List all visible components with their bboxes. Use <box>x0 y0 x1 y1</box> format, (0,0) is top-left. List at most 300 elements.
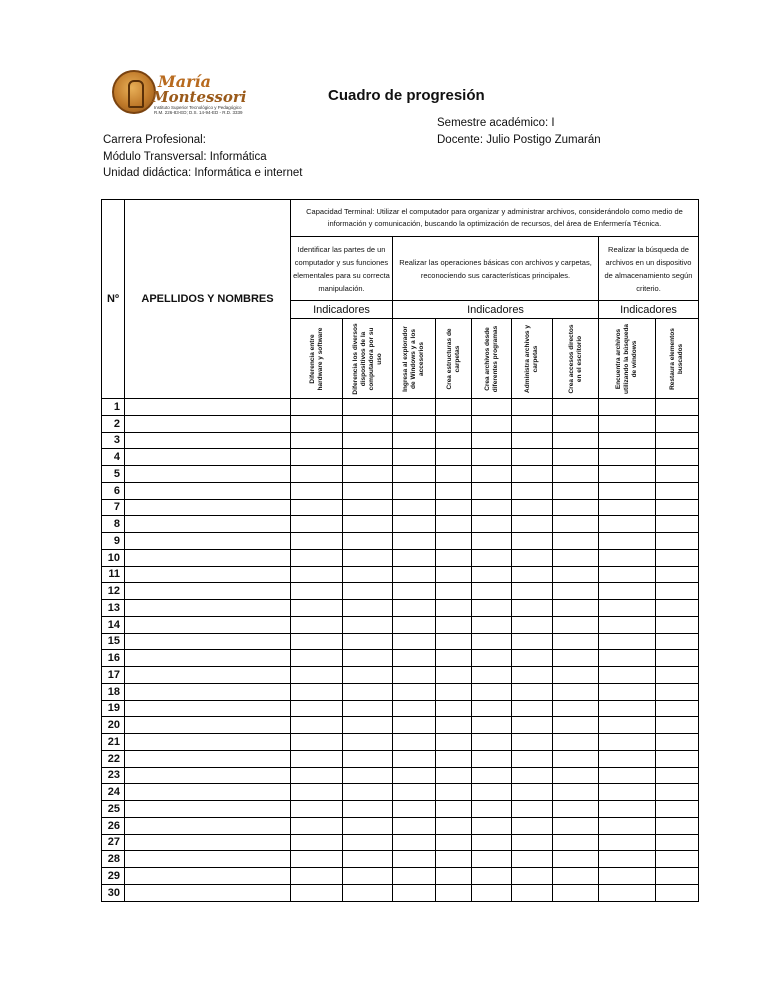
score-cell[interactable] <box>393 817 436 834</box>
score-cell[interactable] <box>599 750 656 767</box>
score-cell[interactable] <box>436 466 472 483</box>
score-cell[interactable] <box>291 399 343 416</box>
score-cell[interactable] <box>599 717 656 734</box>
score-cell[interactable] <box>472 449 512 466</box>
score-cell[interactable] <box>343 734 393 751</box>
score-cell[interactable] <box>656 667 699 684</box>
score-cell[interactable] <box>553 851 599 868</box>
score-cell[interactable] <box>553 616 599 633</box>
score-cell[interactable] <box>436 851 472 868</box>
score-cell[interactable] <box>512 633 553 650</box>
score-cell[interactable] <box>656 868 699 885</box>
score-cell[interactable] <box>393 801 436 818</box>
score-cell[interactable] <box>553 868 599 885</box>
score-cell[interactable] <box>599 533 656 550</box>
score-cell[interactable] <box>656 884 699 901</box>
score-cell[interactable] <box>393 533 436 550</box>
score-cell[interactable] <box>656 466 699 483</box>
score-cell[interactable] <box>393 466 436 483</box>
score-cell[interactable] <box>436 767 472 784</box>
score-cell[interactable] <box>656 750 699 767</box>
score-cell[interactable] <box>512 667 553 684</box>
score-cell[interactable] <box>656 399 699 416</box>
score-cell[interactable] <box>553 784 599 801</box>
student-name-cell[interactable] <box>125 683 291 700</box>
score-cell[interactable] <box>343 750 393 767</box>
student-name-cell[interactable] <box>125 399 291 416</box>
student-name-cell[interactable] <box>125 817 291 834</box>
student-name-cell[interactable] <box>125 549 291 566</box>
score-cell[interactable] <box>512 566 553 583</box>
student-name-cell[interactable] <box>125 767 291 784</box>
score-cell[interactable] <box>343 801 393 818</box>
score-cell[interactable] <box>472 801 512 818</box>
score-cell[interactable] <box>656 432 699 449</box>
score-cell[interactable] <box>656 499 699 516</box>
score-cell[interactable] <box>393 399 436 416</box>
score-cell[interactable] <box>291 449 343 466</box>
score-cell[interactable] <box>512 415 553 432</box>
score-cell[interactable] <box>656 600 699 617</box>
score-cell[interactable] <box>436 884 472 901</box>
score-cell[interactable] <box>472 432 512 449</box>
student-name-cell[interactable] <box>125 884 291 901</box>
score-cell[interactable] <box>599 734 656 751</box>
score-cell[interactable] <box>512 449 553 466</box>
score-cell[interactable] <box>343 399 393 416</box>
score-cell[interactable] <box>291 549 343 566</box>
score-cell[interactable] <box>393 784 436 801</box>
score-cell[interactable] <box>343 834 393 851</box>
score-cell[interactable] <box>512 399 553 416</box>
score-cell[interactable] <box>291 616 343 633</box>
score-cell[interactable] <box>553 432 599 449</box>
score-cell[interactable] <box>553 667 599 684</box>
score-cell[interactable] <box>436 633 472 650</box>
score-cell[interactable] <box>656 415 699 432</box>
score-cell[interactable] <box>472 499 512 516</box>
student-name-cell[interactable] <box>125 566 291 583</box>
score-cell[interactable] <box>343 449 393 466</box>
score-cell[interactable] <box>512 868 553 885</box>
score-cell[interactable] <box>393 683 436 700</box>
score-cell[interactable] <box>512 717 553 734</box>
score-cell[interactable] <box>291 717 343 734</box>
score-cell[interactable] <box>343 583 393 600</box>
score-cell[interactable] <box>553 650 599 667</box>
score-cell[interactable] <box>343 415 393 432</box>
score-cell[interactable] <box>553 717 599 734</box>
score-cell[interactable] <box>343 432 393 449</box>
score-cell[interactable] <box>436 432 472 449</box>
score-cell[interactable] <box>291 734 343 751</box>
score-cell[interactable] <box>553 415 599 432</box>
score-cell[interactable] <box>599 583 656 600</box>
score-cell[interactable] <box>472 583 512 600</box>
score-cell[interactable] <box>291 667 343 684</box>
score-cell[interactable] <box>599 549 656 566</box>
score-cell[interactable] <box>472 717 512 734</box>
score-cell[interactable] <box>343 633 393 650</box>
student-name-cell[interactable] <box>125 734 291 751</box>
score-cell[interactable] <box>656 616 699 633</box>
student-name-cell[interactable] <box>125 600 291 617</box>
score-cell[interactable] <box>291 650 343 667</box>
score-cell[interactable] <box>472 851 512 868</box>
score-cell[interactable] <box>656 583 699 600</box>
score-cell[interactable] <box>553 834 599 851</box>
score-cell[interactable] <box>553 767 599 784</box>
score-cell[interactable] <box>343 482 393 499</box>
score-cell[interactable] <box>291 633 343 650</box>
score-cell[interactable] <box>291 482 343 499</box>
score-cell[interactable] <box>472 784 512 801</box>
score-cell[interactable] <box>436 734 472 751</box>
score-cell[interactable] <box>343 616 393 633</box>
score-cell[interactable] <box>599 700 656 717</box>
score-cell[interactable] <box>553 583 599 600</box>
score-cell[interactable] <box>436 868 472 885</box>
score-cell[interactable] <box>512 700 553 717</box>
score-cell[interactable] <box>656 683 699 700</box>
score-cell[interactable] <box>393 717 436 734</box>
score-cell[interactable] <box>291 767 343 784</box>
score-cell[interactable] <box>599 667 656 684</box>
score-cell[interactable] <box>291 700 343 717</box>
score-cell[interactable] <box>512 583 553 600</box>
student-name-cell[interactable] <box>125 432 291 449</box>
score-cell[interactable] <box>436 784 472 801</box>
score-cell[interactable] <box>472 466 512 483</box>
score-cell[interactable] <box>656 650 699 667</box>
score-cell[interactable] <box>656 566 699 583</box>
score-cell[interactable] <box>472 884 512 901</box>
score-cell[interactable] <box>553 449 599 466</box>
score-cell[interactable] <box>512 683 553 700</box>
student-name-cell[interactable] <box>125 516 291 533</box>
score-cell[interactable] <box>512 616 553 633</box>
score-cell[interactable] <box>343 667 393 684</box>
student-name-cell[interactable] <box>125 415 291 432</box>
score-cell[interactable] <box>656 516 699 533</box>
score-cell[interactable] <box>656 717 699 734</box>
score-cell[interactable] <box>291 884 343 901</box>
score-cell[interactable] <box>436 482 472 499</box>
score-cell[interactable] <box>472 399 512 416</box>
score-cell[interactable] <box>512 817 553 834</box>
score-cell[interactable] <box>512 482 553 499</box>
score-cell[interactable] <box>291 499 343 516</box>
score-cell[interactable] <box>393 734 436 751</box>
score-cell[interactable] <box>343 868 393 885</box>
score-cell[interactable] <box>472 868 512 885</box>
student-name-cell[interactable] <box>125 750 291 767</box>
score-cell[interactable] <box>599 466 656 483</box>
score-cell[interactable] <box>512 650 553 667</box>
score-cell[interactable] <box>291 801 343 818</box>
score-cell[interactable] <box>472 767 512 784</box>
score-cell[interactable] <box>553 750 599 767</box>
score-cell[interactable] <box>599 851 656 868</box>
student-name-cell[interactable] <box>125 466 291 483</box>
score-cell[interactable] <box>472 650 512 667</box>
score-cell[interactable] <box>343 566 393 583</box>
score-cell[interactable] <box>291 851 343 868</box>
score-cell[interactable] <box>291 784 343 801</box>
score-cell[interactable] <box>553 399 599 416</box>
score-cell[interactable] <box>599 633 656 650</box>
score-cell[interactable] <box>512 767 553 784</box>
score-cell[interactable] <box>436 650 472 667</box>
score-cell[interactable] <box>553 633 599 650</box>
score-cell[interactable] <box>393 650 436 667</box>
score-cell[interactable] <box>512 516 553 533</box>
score-cell[interactable] <box>512 784 553 801</box>
score-cell[interactable] <box>472 633 512 650</box>
score-cell[interactable] <box>436 717 472 734</box>
score-cell[interactable] <box>343 600 393 617</box>
score-cell[interactable] <box>599 566 656 583</box>
score-cell[interactable] <box>599 449 656 466</box>
score-cell[interactable] <box>472 700 512 717</box>
score-cell[interactable] <box>436 549 472 566</box>
score-cell[interactable] <box>436 415 472 432</box>
score-cell[interactable] <box>393 482 436 499</box>
student-name-cell[interactable] <box>125 616 291 633</box>
score-cell[interactable] <box>393 583 436 600</box>
score-cell[interactable] <box>656 482 699 499</box>
score-cell[interactable] <box>472 734 512 751</box>
score-cell[interactable] <box>393 499 436 516</box>
score-cell[interactable] <box>343 784 393 801</box>
score-cell[interactable] <box>553 549 599 566</box>
score-cell[interactable] <box>291 432 343 449</box>
score-cell[interactable] <box>512 600 553 617</box>
student-name-cell[interactable] <box>125 449 291 466</box>
score-cell[interactable] <box>393 600 436 617</box>
student-name-cell[interactable] <box>125 717 291 734</box>
score-cell[interactable] <box>343 549 393 566</box>
score-cell[interactable] <box>472 482 512 499</box>
score-cell[interactable] <box>291 683 343 700</box>
score-cell[interactable] <box>656 851 699 868</box>
score-cell[interactable] <box>656 633 699 650</box>
score-cell[interactable] <box>553 817 599 834</box>
score-cell[interactable] <box>393 633 436 650</box>
score-cell[interactable] <box>291 533 343 550</box>
score-cell[interactable] <box>553 533 599 550</box>
score-cell[interactable] <box>393 516 436 533</box>
score-cell[interactable] <box>291 600 343 617</box>
score-cell[interactable] <box>343 817 393 834</box>
score-cell[interactable] <box>553 516 599 533</box>
score-cell[interactable] <box>599 482 656 499</box>
score-cell[interactable] <box>472 750 512 767</box>
score-cell[interactable] <box>512 533 553 550</box>
score-cell[interactable] <box>343 499 393 516</box>
score-cell[interactable] <box>512 734 553 751</box>
score-cell[interactable] <box>599 834 656 851</box>
score-cell[interactable] <box>599 516 656 533</box>
score-cell[interactable] <box>436 616 472 633</box>
score-cell[interactable] <box>599 650 656 667</box>
score-cell[interactable] <box>343 717 393 734</box>
score-cell[interactable] <box>343 533 393 550</box>
score-cell[interactable] <box>393 549 436 566</box>
score-cell[interactable] <box>512 499 553 516</box>
score-cell[interactable] <box>656 449 699 466</box>
student-name-cell[interactable] <box>125 868 291 885</box>
score-cell[interactable] <box>393 432 436 449</box>
score-cell[interactable] <box>436 817 472 834</box>
score-cell[interactable] <box>599 432 656 449</box>
score-cell[interactable] <box>291 834 343 851</box>
student-name-cell[interactable] <box>125 667 291 684</box>
score-cell[interactable] <box>436 700 472 717</box>
student-name-cell[interactable] <box>125 499 291 516</box>
score-cell[interactable] <box>436 750 472 767</box>
score-cell[interactable] <box>472 600 512 617</box>
score-cell[interactable] <box>599 399 656 416</box>
score-cell[interactable] <box>291 750 343 767</box>
score-cell[interactable] <box>599 884 656 901</box>
student-name-cell[interactable] <box>125 650 291 667</box>
score-cell[interactable] <box>436 583 472 600</box>
score-cell[interactable] <box>343 700 393 717</box>
score-cell[interactable] <box>393 851 436 868</box>
score-cell[interactable] <box>512 432 553 449</box>
score-cell[interactable] <box>291 583 343 600</box>
score-cell[interactable] <box>436 683 472 700</box>
score-cell[interactable] <box>656 767 699 784</box>
student-name-cell[interactable] <box>125 482 291 499</box>
score-cell[interactable] <box>472 683 512 700</box>
score-cell[interactable] <box>393 868 436 885</box>
student-name-cell[interactable] <box>125 851 291 868</box>
score-cell[interactable] <box>553 600 599 617</box>
score-cell[interactable] <box>393 834 436 851</box>
score-cell[interactable] <box>512 834 553 851</box>
student-name-cell[interactable] <box>125 801 291 818</box>
score-cell[interactable] <box>472 667 512 684</box>
score-cell[interactable] <box>656 734 699 751</box>
score-cell[interactable] <box>553 499 599 516</box>
score-cell[interactable] <box>436 566 472 583</box>
student-name-cell[interactable] <box>125 583 291 600</box>
score-cell[interactable] <box>656 533 699 550</box>
score-cell[interactable] <box>343 466 393 483</box>
score-cell[interactable] <box>343 650 393 667</box>
score-cell[interactable] <box>436 516 472 533</box>
score-cell[interactable] <box>436 801 472 818</box>
score-cell[interactable] <box>599 868 656 885</box>
score-cell[interactable] <box>553 466 599 483</box>
student-name-cell[interactable] <box>125 533 291 550</box>
score-cell[interactable] <box>393 667 436 684</box>
score-cell[interactable] <box>472 817 512 834</box>
score-cell[interactable] <box>393 884 436 901</box>
score-cell[interactable] <box>512 750 553 767</box>
score-cell[interactable] <box>472 533 512 550</box>
score-cell[interactable] <box>599 600 656 617</box>
score-cell[interactable] <box>393 566 436 583</box>
score-cell[interactable] <box>599 499 656 516</box>
score-cell[interactable] <box>599 683 656 700</box>
score-cell[interactable] <box>553 482 599 499</box>
score-cell[interactable] <box>436 600 472 617</box>
score-cell[interactable] <box>656 834 699 851</box>
score-cell[interactable] <box>553 566 599 583</box>
score-cell[interactable] <box>656 817 699 834</box>
score-cell[interactable] <box>436 834 472 851</box>
score-cell[interactable] <box>291 516 343 533</box>
score-cell[interactable] <box>393 767 436 784</box>
score-cell[interactable] <box>512 801 553 818</box>
score-cell[interactable] <box>599 817 656 834</box>
student-name-cell[interactable] <box>125 834 291 851</box>
score-cell[interactable] <box>291 466 343 483</box>
score-cell[interactable] <box>393 750 436 767</box>
score-cell[interactable] <box>599 415 656 432</box>
score-cell[interactable] <box>472 566 512 583</box>
score-cell[interactable] <box>343 767 393 784</box>
score-cell[interactable] <box>291 868 343 885</box>
student-name-cell[interactable] <box>125 784 291 801</box>
score-cell[interactable] <box>393 700 436 717</box>
score-cell[interactable] <box>343 516 393 533</box>
score-cell[interactable] <box>393 449 436 466</box>
score-cell[interactable] <box>656 784 699 801</box>
score-cell[interactable] <box>343 851 393 868</box>
score-cell[interactable] <box>599 767 656 784</box>
score-cell[interactable] <box>393 616 436 633</box>
score-cell[interactable] <box>553 884 599 901</box>
score-cell[interactable] <box>512 851 553 868</box>
score-cell[interactable] <box>393 415 436 432</box>
score-cell[interactable] <box>436 667 472 684</box>
score-cell[interactable] <box>512 466 553 483</box>
student-name-cell[interactable] <box>125 700 291 717</box>
score-cell[interactable] <box>472 516 512 533</box>
score-cell[interactable] <box>436 499 472 516</box>
score-cell[interactable] <box>553 734 599 751</box>
score-cell[interactable] <box>343 884 393 901</box>
score-cell[interactable] <box>512 884 553 901</box>
score-cell[interactable] <box>436 399 472 416</box>
score-cell[interactable] <box>472 616 512 633</box>
score-cell[interactable] <box>656 700 699 717</box>
score-cell[interactable] <box>599 784 656 801</box>
score-cell[interactable] <box>599 616 656 633</box>
score-cell[interactable] <box>599 801 656 818</box>
score-cell[interactable] <box>512 549 553 566</box>
score-cell[interactable] <box>291 415 343 432</box>
score-cell[interactable] <box>656 801 699 818</box>
score-cell[interactable] <box>553 700 599 717</box>
score-cell[interactable] <box>436 449 472 466</box>
score-cell[interactable] <box>436 533 472 550</box>
score-cell[interactable] <box>553 683 599 700</box>
score-cell[interactable] <box>291 817 343 834</box>
score-cell[interactable] <box>472 415 512 432</box>
score-cell[interactable] <box>291 566 343 583</box>
score-cell[interactable] <box>343 683 393 700</box>
student-name-cell[interactable] <box>125 633 291 650</box>
score-cell[interactable] <box>656 549 699 566</box>
score-cell[interactable] <box>553 801 599 818</box>
score-cell[interactable] <box>472 549 512 566</box>
score-cell[interactable] <box>472 834 512 851</box>
